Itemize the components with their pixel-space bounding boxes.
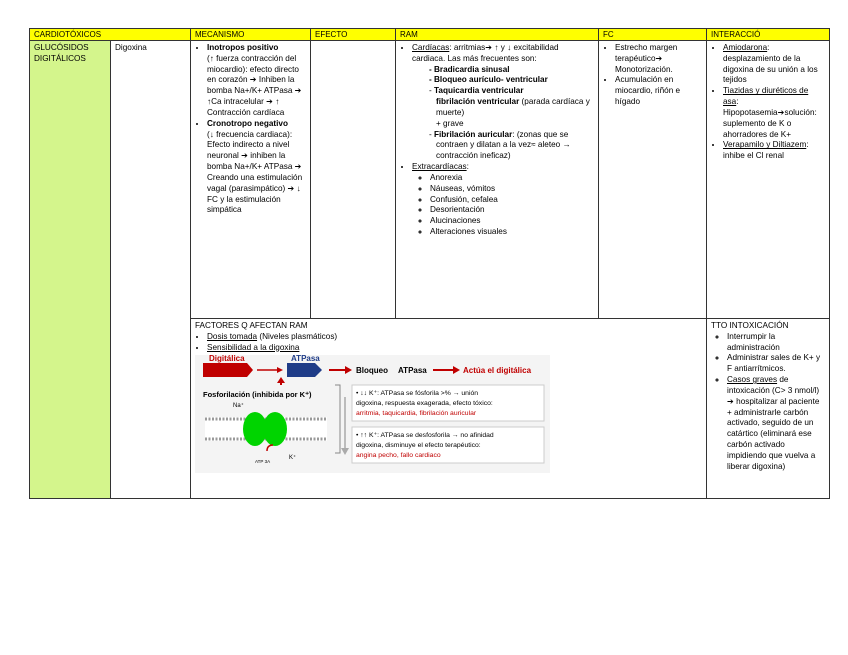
fc-cell: [599, 41, 707, 319]
bloqueo-label: Bloqueo: [356, 366, 388, 376]
header-fc: FC: [599, 29, 707, 41]
k-label: K⁺: [289, 455, 297, 462]
fibrilacion-v-text: fibrilación ventricular: [436, 97, 520, 107]
actua-label: Actúa el digitálica: [463, 366, 532, 376]
box2-line1: • ↑↑ K⁺: ATPasa se desfosforila → no afinidad: [356, 432, 494, 440]
pharmacology-table: [29, 28, 830, 499]
atpasa2-label: ATPasa: [398, 366, 427, 376]
ram-bloqueo: - Bloqueo aurículo- ventricular: [436, 75, 594, 86]
group-label-2: DIGITÁLICOS: [34, 53, 86, 63]
tto-item: ◦ Interrumpir la administración: [727, 332, 825, 354]
inotropos-text: (↑ fuerza contracción del miocardio): efecto directo en corazón ➔ Inhiben la bomba Na+/K+ ATPasa ➔ ↑Ca intracelular ➔ ↑ Contracción cardíaca: [207, 53, 302, 117]
extra-item: ◦ Desorientación: [430, 205, 594, 216]
figure-svg: [195, 355, 550, 473]
ram-taquicardia: [436, 86, 594, 129]
digitalica-arrow: [203, 363, 253, 377]
tto-title: TTO INTOXICACIÓN: [711, 321, 789, 330]
dosis-label: Dosis tomada: [207, 331, 258, 341]
tiazidas-label: Tiazidas y diuréticos de asa: [723, 86, 809, 107]
interaccion-tiazidas: [723, 86, 825, 140]
tiazidas-text: : Hipopotasemia➔solución: suplemento de K o ahorradores de K+: [723, 97, 817, 139]
atp-label: ATP 3A: [255, 459, 271, 465]
atpasa-arrow: [287, 363, 322, 377]
dosis-text: (Niveles plasmáticos): [257, 331, 338, 341]
mecanismo-inotropos: [207, 43, 306, 119]
ram-bradicardia: - Bradicardia sinusal: [436, 65, 594, 76]
box1-line1: • ↓↓ K⁺: ATPasa se fósforila >% → unión: [356, 390, 479, 398]
drug-group-cell: [30, 41, 111, 499]
ram-extracardiacas: • Extracardíacas: ◦ Anorexia ◦ Náuseas, vómitos ◦ Confusión, cefalea ◦ Desorientación ◦ Alucinaciones ◦ Alteraciones visuales: [412, 162, 594, 238]
header-row: [30, 29, 830, 41]
factores-title: FACTORES Q AFECTAN RAM: [195, 321, 308, 330]
tto-item: ◦ Administrar sales de K+ y F antiarrítmicos.: [727, 353, 825, 375]
digitalica-label: Digitálica: [209, 355, 245, 364]
fibrilacion-v-rest: (parada cardíaca y muerte): [436, 97, 590, 117]
casos-label: Casos graves: [727, 375, 778, 385]
inotropos-title: Inotropos positivo: [207, 43, 279, 52]
amiodarona-text: : desplazamiento de la digoxina de su unión a los tejidos: [723, 43, 818, 85]
cardiacas-label: Cardíacas: [412, 43, 450, 52]
drug-name: Digoxina: [115, 43, 147, 52]
verapamilo-label: Verapamilo y Diltiazem: [723, 140, 807, 150]
atpasa-label: ATPasa: [291, 355, 320, 364]
interaccion-verapamilo: [723, 140, 825, 162]
fc-item: • Acumulación en miocardio, riñón e hígado: [615, 75, 702, 107]
taquicardia-text: Taquicardia ventricular: [434, 86, 524, 96]
header-efecto: EFECTO: [311, 29, 396, 41]
ram-cardiacas: [412, 43, 594, 162]
box1-line3: arritmia, taquicardia, fibrilación auricular: [356, 410, 477, 418]
extra-item: ◦ Náuseas, vómitos: [430, 184, 594, 195]
efecto-cell: [311, 41, 396, 319]
extra-item: ◦ Anorexia: [430, 173, 594, 184]
box2-line3: angina pecho, fallo cardiaco: [356, 452, 441, 460]
ram-fibrilacion-auricular: [436, 130, 594, 162]
na-label: Na⁺: [233, 403, 244, 410]
mecanismo-cronotropo: [207, 119, 306, 216]
box2-line2: digoxina, disminuye el efecto terapéutico:: [356, 442, 481, 450]
amiodarona-label: Amiodarona: [723, 43, 768, 52]
header-cardiotoxicos: CARDIOTÓXICOS: [30, 29, 191, 41]
interaccion-amiodarona: [723, 43, 825, 86]
box1-line2: digoxina, respuesta exagerada, efecto tóxico:: [356, 400, 493, 408]
extra-item: ◦ Alucinaciones: [430, 216, 594, 227]
cronotropo-text: (↓ frecuencia cardiaca): Efecto indirecto a nivel neuronal ➔ inhiben la bomba Na+/K+ ATPasa ➔ Creando una estimulación vagal (parasimpático) ➔ ↓ FC y la estimulación simpática: [207, 129, 303, 215]
digoxina-row-1: [30, 41, 830, 319]
group-label-1: GLUCÓSIDOS: [34, 43, 89, 52]
ram-cell: [396, 41, 599, 319]
header-ram: RAM: [396, 29, 599, 41]
digoxina-mechanism-figure: [195, 355, 550, 473]
tto-cell: [707, 319, 830, 499]
verapamilo-text: : inhibe el Cl renal: [723, 140, 809, 161]
tto-casos: [727, 375, 825, 472]
factor-sensibilidad: [207, 343, 702, 354]
fc-item: • Estrecho margen terapéutico➔ Monotorización.: [615, 43, 702, 75]
fibrilacion-a-text: Fibrilación auricular: [434, 129, 513, 139]
factores-cell: [191, 319, 707, 499]
grave-text: + grave: [436, 118, 464, 128]
cronotropo-title: Cronotropo negativo: [207, 118, 288, 128]
extra-item: ◦ Confusión, cefalea: [430, 195, 594, 206]
factor-dosis: [207, 332, 702, 343]
header-interaccion: INTERACCIÓ: [707, 29, 830, 41]
fosforilacion-label: Fosforilación (inhibida por K⁺): [203, 390, 312, 400]
cardiacas-text: : arritmias➔ ↑ y ↓ excitabilidad cardiaca. Las más frecuentes son:: [412, 43, 559, 63]
drug-name-cell: [111, 41, 191, 499]
sensibilidad-label: Sensibilidad a la digoxina: [207, 342, 300, 352]
casos-text: de intoxicación (C> 3 nmol/l) ➔ hospitalizar al paciente + administrarle carbón activado, seguido de un catártico (eliminará ese carbón activado impidiendo que vuelva a liberar digoxina): [727, 375, 820, 471]
interaccion-cell: [707, 41, 830, 319]
pump-right: [263, 412, 287, 446]
extracardiacas-label: Extracardíacas: [412, 162, 467, 172]
header-mecanismo: MECANISMO: [191, 29, 311, 41]
mecanismo-cell: [191, 41, 311, 319]
fibrilacion-a-rest: : (zonas que se contraen y dilatan a la vez≈ aleteo → contracción ineficaz): [436, 129, 571, 161]
extra-item: ◦ Alteraciones visuales: [430, 227, 594, 238]
